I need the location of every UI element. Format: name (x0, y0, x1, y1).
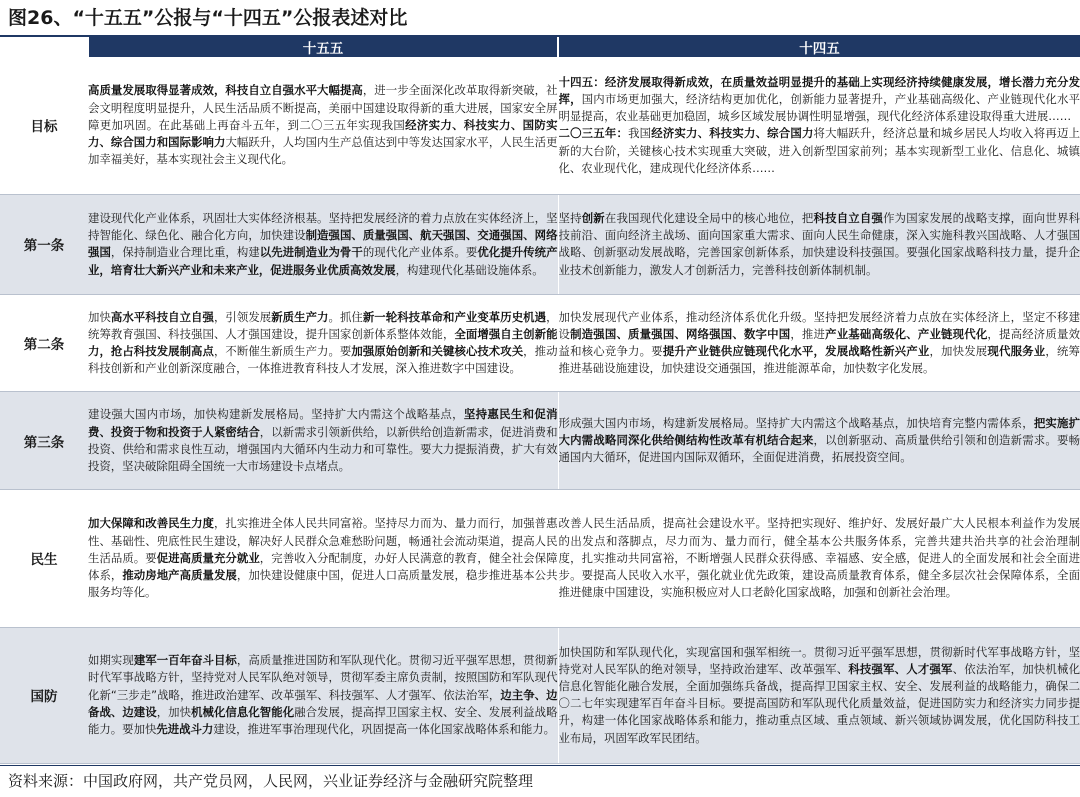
text-run: 的现代化产业体系。要 (362, 245, 478, 260)
bold-text-run: 优化提升传统产业，培育壮大新兴产业和未来产业，促进服务业优质高效发展 (88, 245, 558, 277)
text-run: 建设现代化产业体系，巩固壮大实体经济根基。坚持把发展经济的着力点放在实体经济上，坚持智能化、绿色化、融合化方向，加快建设 (88, 210, 558, 243)
text-run: 建设，推进军事治理现代化，巩固提高一体化国家战略体系和能力。 (213, 722, 556, 737)
table-row-article-1 (0, 194, 1080, 294)
text-run: 作为国家发展的战略支撑，面向世界科技前沿、面向经济主战场、面向国家重大需求、面向人民生命健康，深入实施科教兴国战略、人才强国战略、创新驱动发展战略，完善国家创新体系，加快建设科技强国。要强化国家战略科技力量，提升企业技术创新能力，激发人才创新活力，完善科技创新体制机制。 (558, 210, 1080, 277)
cell-14th-plan (558, 392, 1080, 490)
table-row-livelihood (0, 490, 1080, 627)
table-header-row (0, 37, 1080, 57)
text-run: ，构建现代化基础设施体系。 (395, 262, 544, 277)
text-run: ，不断催生新质生产力。要 (213, 344, 352, 359)
cell-15th-plan (88, 627, 558, 763)
text-run: 在我国现代化建设全局中的核心地位，把 (604, 210, 814, 225)
table-row-article-2 (0, 294, 1080, 392)
bold-text-run: 制造强国、质量强国、网络强国、数字中国 (570, 326, 791, 341)
figure-title: 图26、“十五五”公报与“十四五”公报表述对比 (8, 7, 408, 29)
cell-15th-plan (88, 194, 558, 294)
bold-text-run: 促进高质量充分就业 (156, 550, 260, 565)
text-run: ，进一步全面深化改革取得新突破，社会文明程度明显提升，人民生活品质不断提高，美丽中国建设取得新的重大进展，国家安全屏障更加巩固。在此基础上再奋斗五年，到二〇三五年实现我国 (88, 83, 558, 132)
bold-text-run: 提升产业链供应链现代化水平，发展战略性新兴产业 (662, 344, 930, 359)
bold-text-run: 边主争、边备战、边建设 (88, 687, 558, 719)
text-run: 加快发展现代产业体系，推动经济体系优化升级。坚持把发展经济着力点放在实体经济上，坚定不移建设 (558, 309, 1080, 341)
bold-text-run: 坚持惠民生和促消费、投资于物和投资于人紧密结合 (88, 407, 558, 439)
bold-text-run: 先进战斗力 (156, 722, 214, 737)
text-run: 将大幅跃升，经济总量和城乡居民人均收入将再迈上新的大台阶，关键核心技术实现重大突破，进入创新型国家前列；基本实现新型工业化、信息化、城镇化、农业现代化，建成现代化经济体系…… (558, 126, 1080, 175)
bold-text-run: 加强原始创新和关键核心技术攻关 (351, 344, 524, 359)
row-label: 第二条 (0, 294, 88, 392)
text-run: 改善人民生活品质，提高社会建设水平。坚持把实现好、维护好、发展好最广大人民根本利益作为发展的出发点和落脚点，尽力而为、量力而行，健全基本公共服务体系，完善共建共治共享的社会治理制度，扎实推动共同富裕，不断增强人民群众获得感、幸福感、安全感，促进人的全面发展和社会全面进步。要提高人民收入水平，强化就业优先政策，建设高质量教育体系，健全多层次社会保障体系，全面推进健康中国建设，实施积极应对人口老龄化国家战略，加强和创新社会治理。 (558, 516, 1080, 600)
bold-text-run: 全面增强自主创新能力，抢占科技发展制高点 (88, 326, 558, 359)
bold-text-run: 产业基础高级化、产业链现代化 (825, 326, 988, 341)
bold-text-run: 创新 (581, 210, 605, 225)
bold-text-run: 推动房地产高质量发展 (122, 567, 237, 582)
bold-text-run: 二〇三五年： (558, 126, 629, 141)
header-15th-plan: 十五五 (88, 37, 558, 57)
bold-text-run: 把实施扩大内需战略同深化供给侧结构性改革有机结合起来 (558, 415, 1080, 448)
cell-15th-plan (88, 57, 558, 194)
text-run: 形成强大国内市场，构建新发展格局。坚持扩大内需这个战略基点，加快培育完整内需体系， (558, 415, 1034, 430)
text-run: ，以创新驱动、高质量供给引领和创造新需求。要畅通国内大循环，促进国内国际双循环，全面促进消费，拓展投资空间。 (558, 433, 1080, 465)
text-run: ，推进 (790, 326, 826, 341)
text-run: 建设强大国内市场，加快构建新发展格局。坚持扩大内需这个战略基点， (88, 407, 464, 422)
cell-14th-plan (558, 57, 1080, 194)
header-empty-cell (0, 37, 88, 57)
header-14th-plan: 十四五 (558, 37, 1080, 57)
bold-text-run: 新一轮科技革命和产业变革历史机遇 (362, 309, 547, 324)
bold-text-run: 高水平科技自立自强 (110, 309, 214, 324)
bold-text-run: 十四五：经济发展取得新成效，在质量效益明显提升的基础上实现经济持续健康发展，增长潜力充分发挥， (558, 74, 1080, 107)
text-run: 加快国防和军队现代化，实现富国和强军相统一。贯彻习近平强军思想，贯彻新时代军事战略方针，坚持党对人民军队的绝对领导，坚持政治建军、改革强军、 (558, 644, 1080, 676)
bold-text-run: 新质生产力 (271, 309, 329, 324)
bold-text-run: 经济实力、科技实力、综合国力 (651, 126, 814, 141)
table-row-goals (0, 57, 1080, 194)
row-label: 第一条 (0, 194, 88, 294)
cell-14th-plan (558, 490, 1080, 627)
text-run: 融合发展，提高捍卫国家主权、安全、发展利益战略能力。要加快 (88, 704, 558, 737)
comparison-table (0, 37, 1080, 764)
cell-15th-plan (88, 392, 558, 490)
text-run: ，加快 (156, 704, 192, 719)
bold-text-run: 科技强军、人才强军 (848, 661, 953, 676)
bold-text-run: 制造强国、质量强国、航天强国、交通强国、网络强国 (88, 228, 558, 260)
cell-15th-plan (88, 490, 558, 627)
text-run: 如期实现 (88, 653, 134, 668)
text-run: ，完善收入分配制度，办好人民满意的教育，健全社会保障体系， (88, 550, 558, 582)
text-run: 国内市场更加强大，经济结构更加优化，创新能力显著提升，产业基础高级化、产业链现代化水平明显提高，农业基础更加稳固，城乡区域发展协调性明显增强，现代化经济体系建设取得重大进展…… (558, 92, 1080, 124)
text-run: ，提高经济质量效益和核心竞争力。要 (558, 326, 1080, 359)
source-note: 资料来源：中国政府网，共产党员网，人民网，兴业证券经济与金融研究院整理 (8, 772, 534, 790)
bold-text-run: 科技自立自强 (813, 210, 884, 225)
text-run: 坚持 (558, 210, 582, 225)
bold-text-run: 经济实力、科技实力、国防实力、综合国力和国际影响力 (88, 117, 558, 150)
text-run: ，保持制造业合理比重，构建 (110, 245, 260, 260)
row-label: 第三条 (0, 392, 88, 490)
bold-text-run: 现代服务业 (987, 344, 1046, 359)
cell-14th-plan (558, 627, 1080, 763)
text-run: ，加快建设健康中国，促进人口高质量发展，稳步推进基本公共服务均等化。 (88, 567, 558, 600)
text-run: ，扎实推进全体人民共同富裕。坚持尽力而为、量力而行，加强普惠性、基础性、兜底性民生建设，解决好人民群众急难愁盼问题，畅通社会流动渠道，提高人民生活品质。要 (88, 516, 558, 565)
row-label: 民生 (0, 490, 88, 627)
text-run: 我国 (628, 126, 652, 141)
text-run: 大幅跃升，人均国内生产总值达到中等发达国家水平，人民生活更加幸福美好，基本实现社会主义现代化。 (88, 135, 558, 167)
bold-text-run: 加大保障和改善民生力度 (88, 516, 214, 531)
cell-14th-plan (558, 194, 1080, 294)
footer-divider (0, 765, 1080, 766)
text-run: 加快 (88, 309, 111, 324)
row-label: 目标 (0, 57, 88, 194)
text-run: 。抓住 (328, 309, 363, 324)
bold-text-run: 建军一百年奋斗目标 (133, 653, 237, 668)
text-run: ，推动科技创新和产业创新深度融合，一体推进教育科技人才发展，深入推进数字中国建设。 (88, 344, 558, 376)
bold-text-run: 机械化信息化智能化 (191, 704, 295, 719)
text-run: ，统筹推进基础设施建设，加快建设交通强国，推进能源革命，加快数字化发展。 (558, 344, 1080, 376)
text-run: ，引领发展 (213, 309, 272, 324)
bold-text-run: 以先进制造业为骨干 (259, 245, 363, 260)
text-run: 、依法治军，加快机械化信息化智能化融合发展，全面加强练兵备战，提高捍卫国家主权、安全、发展利益的战略能力，确保二〇二七年实现建军百年奋斗目标。要提高国防和军队现代化质量效益，促进国防实力和经济实力同步提升，构建一体化国家战略体系和能力，推动重点区域、重点领域、新兴领域协调发展，优化国防科技工业布局，巩固军政军民团结。 (558, 661, 1080, 745)
cell-14th-plan (558, 294, 1080, 392)
row-label: 国防 (0, 627, 88, 763)
bold-text-run: 高质量发展取得显著成效，科技自立自强水平大幅提高 (88, 83, 363, 98)
text-run: ，统筹教育强国、科技强国、人才强国建设，提升国家创新体系整体效能， (88, 309, 558, 341)
text-run: ，高质量推进国防和军队现代化。贯彻习近平强军思想，贯彻新时代军事战略方针，坚持党对人民军队绝对领导，贯彻军委主席负责制，按照国防和军队现代化新“三步走”战略，推进政治建军、改革强军、科技强军、人才强军、依法治军， (88, 653, 558, 702)
cell-15th-plan (88, 294, 558, 392)
text-run: ，加快发展 (929, 344, 988, 359)
text-run: ，以新需求引领新供给，以新供给创造新需求，促进消费和投资、供给和需求良性互动，增强国内大循环内生动力和可靠性。要大力提振消费，扩大有效投资，坚决破除阻碍全国统一大市场建设卡点堵点。 (88, 424, 558, 473)
table-row-article-3 (0, 392, 1080, 490)
table-row-defense (0, 627, 1080, 763)
